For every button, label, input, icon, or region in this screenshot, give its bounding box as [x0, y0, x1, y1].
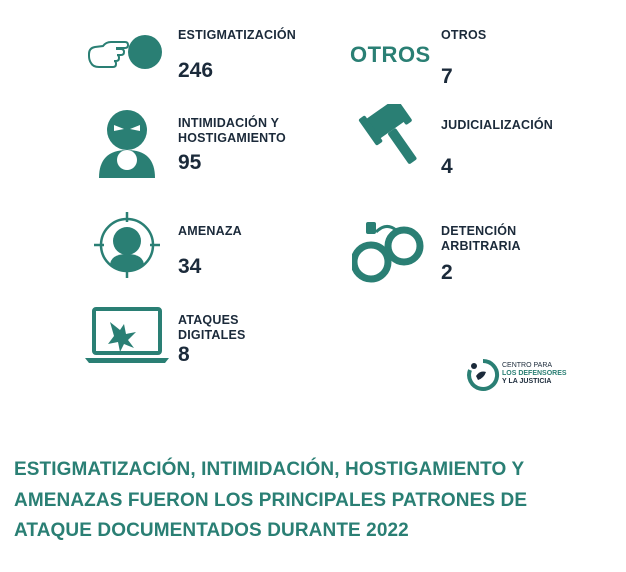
judicializacion-count: 4: [441, 155, 453, 178]
headline-line2: AMENAZAS FUERON LOS PRINCIPALES PATRONES DE: [14, 489, 528, 511]
detencion-label-line2: ARBITRARIA: [441, 239, 521, 253]
organization-logo: [466, 358, 596, 392]
ataques-count: 8: [178, 343, 190, 366]
masked-person-icon: [96, 108, 158, 178]
headline-line1: ESTIGMATIZACIÓN, INTIMIDACIÓN, HOSTIGAMIENTO Y: [14, 459, 525, 480]
estigmatizacion-label: ESTIGMATIZACIÓN: [178, 28, 297, 42]
headline-line3: ATAQUE DOCUMENTADOS DURANTE 2022: [14, 520, 409, 541]
logo-line1: CENTRO PARA: [502, 362, 553, 369]
handcuffs-icon: [352, 216, 432, 284]
ataques-label-line2: DIGITALES: [178, 328, 246, 342]
headline: [14, 455, 614, 547]
logo-line2: LOS DEFENSORES: [502, 370, 567, 377]
detencion-count: 2: [441, 261, 453, 284]
estigmatizacion-count: 246: [178, 59, 214, 82]
otros-count: 7: [441, 65, 453, 88]
detencion-label-line1: DETENCIÓN: [441, 224, 517, 238]
otros-icon: OTROS: [350, 42, 431, 67]
amenaza-label: AMENAZA: [178, 224, 242, 238]
logo-line3: Y LA JUSTICIA: [502, 378, 552, 385]
intimidacion-label-line2: HOSTIGAMIENTO: [178, 131, 286, 145]
ataques-label-line1: ATAQUES: [178, 313, 239, 327]
pointing-hand-icon: [86, 32, 166, 76]
gavel-icon: [350, 104, 432, 170]
amenaza-count: 34: [178, 255, 202, 278]
judicializacion-label: JUDICIALIZACIÓN: [441, 118, 554, 132]
laptop-icon: [84, 306, 170, 366]
crosshair-person-icon: [92, 210, 162, 280]
otros-label: OTROS: [441, 28, 487, 42]
logo-mark-icon: [466, 358, 500, 392]
intimidacion-count: 95: [178, 151, 202, 174]
intimidacion-label-line1: INTIMIDACIÓN Y: [178, 116, 280, 130]
